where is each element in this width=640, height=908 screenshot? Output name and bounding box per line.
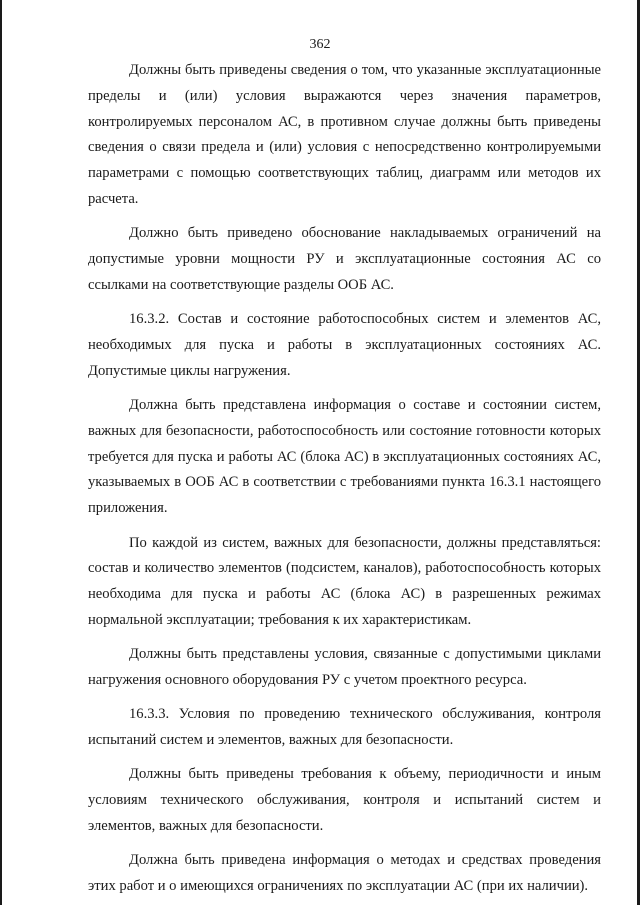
paragraph: Должны быть приведены требования к объему, периодичности и иным условиям технического обслуживания, контроля и испытаний систем и элементов, важных для безопасности.	[88, 766, 601, 835]
page-number: 362	[309, 37, 331, 52]
paragraph: Должна быть представлена информация о составе и состоянии систем, важных для безопасности, работоспособность или состояние готовности которых требуется для пуска и работы АС (блока АС) в эксплуатационных состояниях АС, указываемых в ООБ АС в соответствии с требованиями пункта 16.3.1 настоящего приложения.	[88, 397, 601, 517]
section-heading-16-3-3: 16.3.3. Условия по проведению технического обслуживания, контроля испытаний систем и элементов, важных для безопасности.	[88, 706, 601, 749]
page-edge-left	[0, 0, 2, 905]
paragraph: Должно быть приведено обоснование накладываемых ограничений на допустимые уровни мощности РУ и эксплуатационные состояния АС со ссылками на соответствующие разделы ООБ АС.	[88, 225, 601, 293]
paragraph: Должны быть представлены условия, связанные с допустимыми циклами нагружения основного оборудования РУ с учетом проектного ресурса.	[88, 646, 601, 689]
paragraph: Должны быть приведены сведения о том, что указанные эксплуатационные пределы и (или) условия выражаются через значения параметров, контролируемых персоналом АС, в противном случае должны быть приведены сведения о связи предела и (или) условия с непосредственно контролируемыми параметрами с помощью соответствующих таблиц, диаграмм или методов их расчета.	[88, 62, 601, 207]
section-heading-16-3-2: 16.3.2. Состав и состояние работоспособных систем и элементов АС, необходимых для пуска и работы в эксплуатационных состояниях АС. Допустимые циклы нагружения.	[88, 311, 601, 379]
paragraph: Должна быть приведена информация о методах и средствах проведения этих работ и о имеющихся ограничениях по эксплуатации АС (при их наличии).	[88, 852, 601, 895]
paragraph: По каждой из систем, важных для безопасности, должны представляться: состав и количество элементов (подсистем, каналов), работоспособность которых необходима для пуска и работы АС (блока АС) в разрешенных режимах нормальной эксплуатации; требования к их характеристикам.	[88, 534, 601, 628]
document-body	[88, 58, 601, 908]
